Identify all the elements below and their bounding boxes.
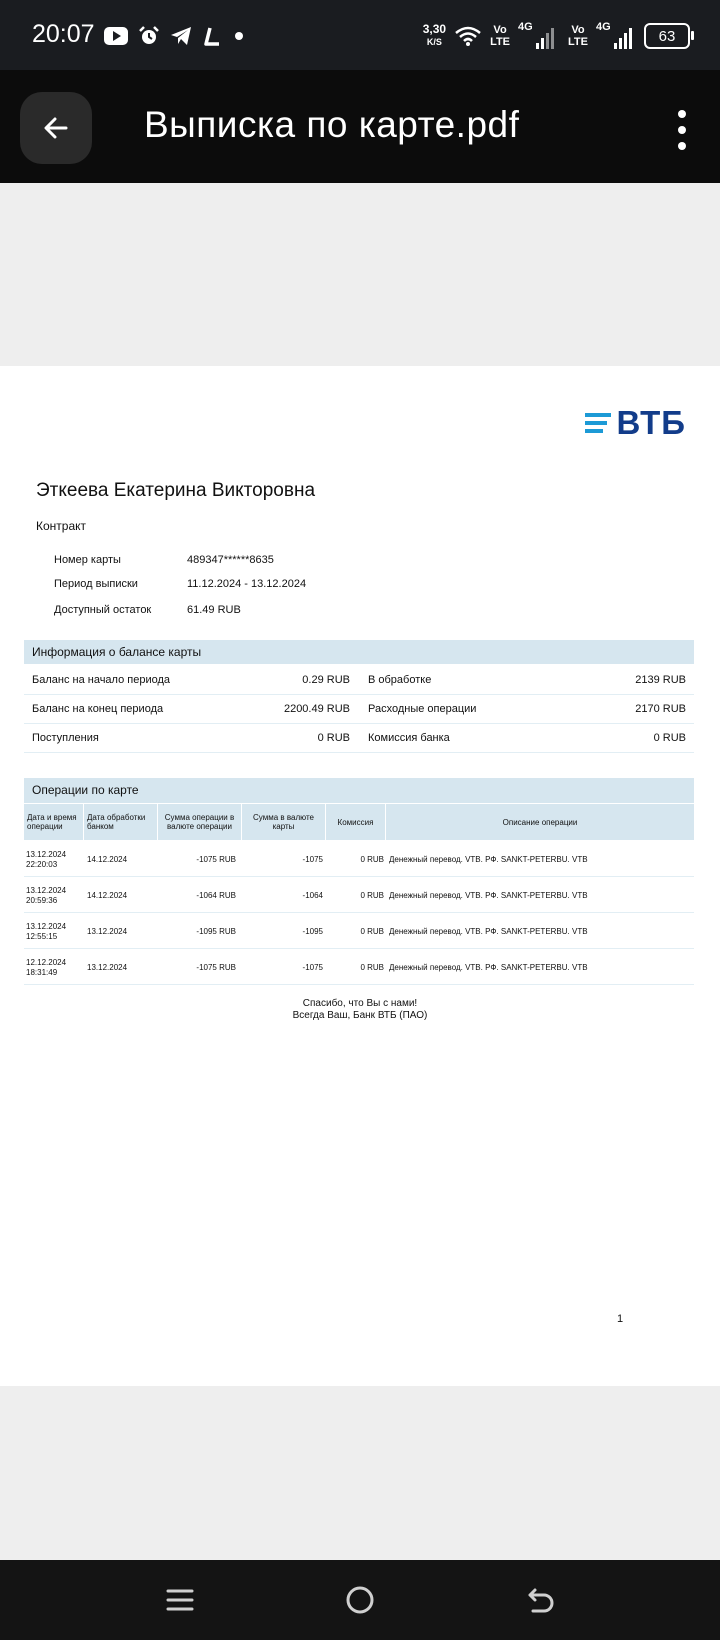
- net-speed-unit: K/S: [426, 37, 442, 47]
- card-number: 489347******8635: [187, 554, 274, 566]
- alarm-icon: [138, 25, 160, 47]
- navigation-bar: [0, 1560, 720, 1640]
- back-gesture-icon: [524, 1584, 556, 1616]
- balance-label: В обработке: [368, 674, 432, 686]
- op-commission: 0 RUB: [360, 963, 384, 972]
- op-commission: 0 RUB: [360, 891, 384, 900]
- balance-value: 0 RUB: [653, 732, 686, 744]
- op-time: 12:55:15: [26, 932, 58, 941]
- home-button[interactable]: [338, 1578, 382, 1622]
- column-header: Комиссия: [326, 804, 386, 840]
- vtb-logo: [585, 404, 686, 442]
- balance-label: Баланс на конец периода: [32, 703, 164, 715]
- op-commission: 0 RUB: [360, 855, 384, 864]
- dot-icon: [232, 29, 246, 43]
- recents-button[interactable]: [158, 1578, 202, 1622]
- balance-row: [24, 724, 694, 753]
- thanks-line-2: Всегда Ваш, Банк ВТБ (ПАО): [292, 1010, 428, 1021]
- op-date: 13.12.2024: [26, 922, 67, 931]
- period-value: 11.12.2024 - 13.12.2024: [187, 578, 307, 590]
- recents-icon: [165, 1585, 195, 1615]
- battery-level: 63: [658, 27, 676, 45]
- op-processed: 14.12.2024: [87, 855, 128, 864]
- telegram-icon: [170, 26, 192, 46]
- op-description: Денежный перевод. VTB. РФ. SANKT-PETERBU. VTB: [389, 963, 588, 972]
- operations-table-header: [24, 804, 694, 840]
- op-processed: 14.12.2024: [87, 891, 128, 900]
- more-options-button[interactable]: [672, 110, 692, 150]
- table-row: [24, 948, 694, 985]
- system-icons: [423, 16, 690, 56]
- op-processed: 13.12.2024: [87, 963, 128, 972]
- column-header: Дата и время операции: [24, 804, 84, 840]
- page-number: 1: [617, 1313, 624, 1325]
- op-commission: 0 RUB: [360, 927, 384, 936]
- net-speed-value: 3,30: [422, 22, 447, 36]
- card-number-label: Номер карты: [54, 554, 121, 566]
- signal-icon-2: [596, 21, 632, 49]
- balance-label: Поступления: [32, 732, 99, 744]
- balance-value: 2139 RUB: [635, 674, 686, 686]
- document-title: Выписка по карте.pdf: [144, 104, 520, 145]
- volte2-top: Vo: [571, 24, 585, 36]
- logo-stripes-icon: [585, 413, 611, 433]
- op-description: Денежный перевод. VTB. РФ. SANKT-PETERBU. VTB: [389, 927, 588, 936]
- balance-value: 2200.49 RUB: [283, 703, 350, 715]
- home-icon: [344, 1584, 376, 1616]
- op-date: 13.12.2024: [26, 850, 67, 859]
- sim1-tech: 4G: [518, 21, 533, 33]
- net-speed: [423, 23, 446, 49]
- signal-icon: [518, 21, 554, 49]
- pdf-page[interactable]: [0, 366, 720, 1386]
- column-header: Дата обработки банком: [84, 804, 158, 840]
- back-button[interactable]: [20, 92, 92, 164]
- column-header: Сумма операции в валюте операции: [158, 804, 242, 840]
- arrow-left-icon: [40, 112, 72, 144]
- volte2-bottom: LTE: [568, 36, 588, 48]
- op-amount-card: -1075: [302, 963, 323, 972]
- op-amount-card: -1075: [302, 855, 323, 864]
- balance-value: 2170 RUB: [635, 703, 686, 715]
- bank-logo-text: ВТБ: [616, 404, 686, 441]
- wifi-icon: [454, 25, 482, 47]
- op-time: 20:59:36: [26, 896, 58, 905]
- period-label: Период выписки: [54, 578, 138, 590]
- balance-row: [24, 666, 694, 695]
- table-row: [24, 840, 694, 877]
- balance-label: Расходные операции: [368, 703, 477, 715]
- op-amount: -1095 RUB: [196, 927, 236, 936]
- op-amount: -1075 RUB: [196, 855, 236, 864]
- client-name: Эткеева Екатерина Викторовна: [36, 480, 316, 501]
- balance-row: [24, 695, 694, 724]
- balance-value: 0.29 RUB: [302, 674, 350, 686]
- contract-label: Контракт: [36, 519, 87, 533]
- op-amount: -1075 RUB: [196, 963, 236, 972]
- op-description: Денежный перевод. VTB. РФ. SANKT-PETERBU. VTB: [389, 855, 588, 864]
- balance-value: 0 RUB: [317, 732, 350, 744]
- volte1-top: Vo: [493, 24, 507, 36]
- operations-section-header: Операции по карте: [24, 778, 694, 803]
- volte1-bottom: LTE: [490, 36, 511, 48]
- sim2-tech: 4G: [596, 21, 611, 33]
- op-processed: 13.12.2024: [87, 927, 128, 936]
- app-l-icon: [202, 26, 222, 46]
- volte-sim1: [490, 24, 510, 48]
- column-header: Сумма в валюте карты: [242, 804, 326, 840]
- balance-section-header: Информация о балансе карты: [24, 640, 694, 664]
- balance-label: Баланс на начало периода: [32, 674, 171, 686]
- notification-icons: [104, 22, 246, 50]
- available-label: Доступный остаток: [54, 604, 152, 616]
- status-bar: [0, 0, 720, 70]
- status-time: 20:07: [32, 20, 95, 48]
- column-header: Описание операции: [502, 817, 578, 827]
- op-amount-card: -1064: [302, 891, 323, 900]
- app-bar: [0, 70, 720, 183]
- back-nav-button[interactable]: [518, 1578, 562, 1622]
- op-description: Денежный перевод. VTB. РФ. SANKT-PETERBU. VTB: [389, 891, 588, 900]
- more-vert-icon: [678, 110, 686, 118]
- battery-icon: [644, 23, 690, 49]
- op-time: 22:20:03: [26, 860, 58, 869]
- op-time: 18:31:49: [26, 968, 58, 977]
- balance-label: Комиссия банка: [368, 732, 450, 744]
- op-date: 12.12.2024: [26, 958, 67, 967]
- available-value: 61.49 RUB: [187, 604, 241, 616]
- volte-sim2: [568, 24, 588, 48]
- youtube-icon: [104, 27, 128, 45]
- table-row: [24, 912, 694, 949]
- table-row: [24, 876, 694, 913]
- op-date: 13.12.2024: [26, 886, 67, 895]
- op-amount-card: -1095: [302, 927, 323, 936]
- thanks-line-1: Спасибо, что Вы с нами!: [302, 998, 418, 1009]
- op-amount: -1064 RUB: [196, 891, 236, 900]
